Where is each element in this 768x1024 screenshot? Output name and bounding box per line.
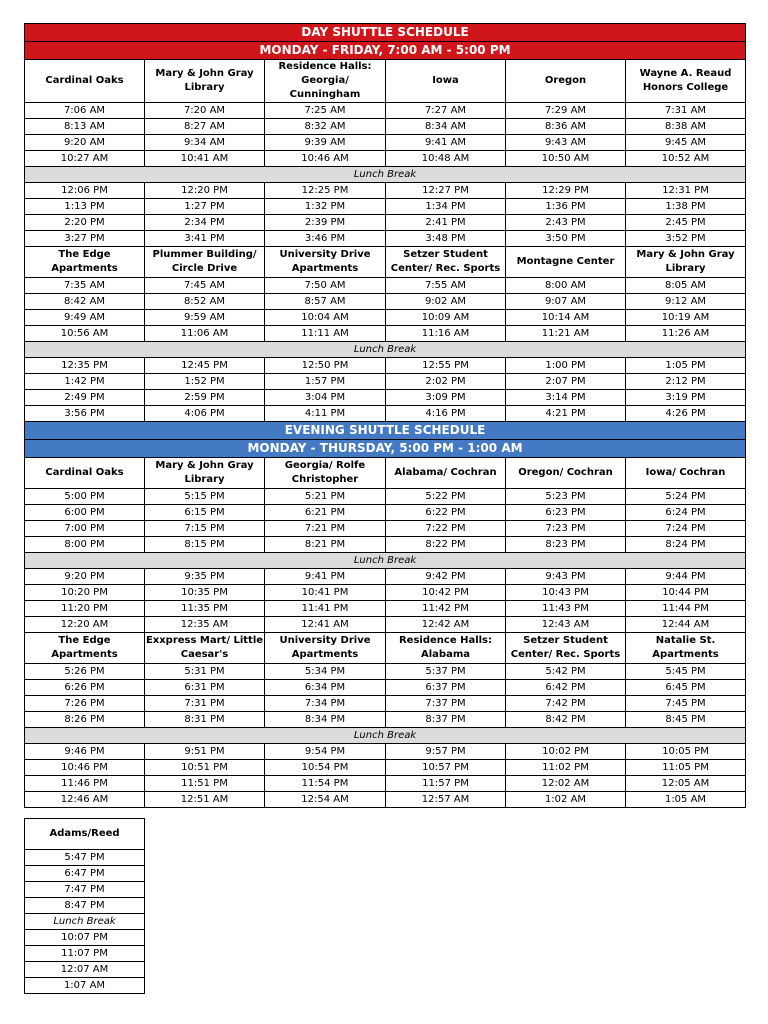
departure-time: 11:06 AM [145,326,265,342]
lunch-break-label: Lunch Break [25,342,746,358]
departure-time: 9:35 PM [145,569,265,585]
stop-name: Montagne Center [506,247,626,278]
departure-time: 12:54 AM [265,792,386,808]
day-schedule-title-row [25,24,746,42]
stop-header-row [25,633,746,664]
time-row [25,744,746,760]
departure-time: 8:00 PM [25,537,145,553]
departure-time: 1:32 PM [265,199,386,215]
departure-time: 2:49 PM [25,390,145,406]
departure-time: 9:43 PM [506,569,626,585]
time-row [25,776,746,792]
departure-time: 7:42 PM [506,696,626,712]
stop-name: Wayne A. Reaud Honors College [626,60,746,103]
time-row [25,505,746,521]
departure-time: 2:41 PM [386,215,506,231]
time-row [25,390,746,406]
evening-schedule-subtitle-row [25,440,746,458]
evening-schedule-title-row [25,422,746,440]
time-row [25,930,145,946]
time-row [25,664,746,680]
departure-time: 8:32 AM [265,119,386,135]
time-row [25,278,746,294]
departure-time: 7:45 PM [626,696,746,712]
departure-time: 10:44 PM [626,585,746,601]
lunch-break-row [25,342,746,358]
departure-time: 9:43 AM [506,135,626,151]
stop-header-row [25,458,746,489]
departure-time: 4:26 PM [626,406,746,422]
lunch-break-label: Lunch Break [25,167,746,183]
time-row [25,406,746,422]
departure-time: 9:54 PM [265,744,386,760]
departure-time: 2:07 PM [506,374,626,390]
departure-time: 4:11 PM [265,406,386,422]
departure-time: 11:57 PM [386,776,506,792]
departure-time: 7:27 AM [386,103,506,119]
departure-time: 9:59 AM [145,310,265,326]
departure-time: 1:36 PM [506,199,626,215]
departure-time: 10:50 AM [506,151,626,167]
departure-time: 3:04 PM [265,390,386,406]
stop-header-row [25,60,746,103]
departure-time: 9:46 PM [25,744,145,760]
stop-name: The Edge Apartments [25,247,145,278]
departure-time: 12:07 AM [25,962,145,978]
time-row [25,898,145,914]
departure-time: 11:51 PM [145,776,265,792]
departure-time: 1:13 PM [25,199,145,215]
departure-time: 12:29 PM [506,183,626,199]
departure-time: 8:34 AM [386,119,506,135]
departure-time: 4:06 PM [145,406,265,422]
time-row [25,537,746,553]
departure-time: 12:46 AM [25,792,145,808]
departure-time: 7:37 PM [386,696,506,712]
departure-time: 12:02 AM [506,776,626,792]
departure-time: 3:19 PM [626,390,746,406]
departure-time: 9:07 AM [506,294,626,310]
departure-time: 11:44 PM [626,601,746,617]
time-row [25,866,145,882]
departure-time: 12:45 PM [145,358,265,374]
departure-time: 1:05 PM [626,358,746,374]
departure-time: 7:34 PM [265,696,386,712]
departure-time: 6:37 PM [386,680,506,696]
stop-name: Cardinal Oaks [25,458,145,489]
time-row [25,151,746,167]
departure-time: 11:11 AM [265,326,386,342]
departure-time: 7:15 PM [145,521,265,537]
departure-time: 12:20 AM [25,617,145,633]
departure-time: 10:19 AM [626,310,746,326]
departure-time: 3:46 PM [265,231,386,247]
departure-time: 7:25 AM [265,103,386,119]
departure-time: 8:52 AM [145,294,265,310]
departure-time: 9:12 AM [626,294,746,310]
stop-name: Mary & John Gray Library [626,247,746,278]
departure-time: 7:00 PM [25,521,145,537]
departure-time: 7:50 AM [265,278,386,294]
departure-time: 12:42 AM [386,617,506,633]
departure-time: 2:39 PM [265,215,386,231]
departure-time: 11:05 PM [626,760,746,776]
evening-schedule-title: EVENING SHUTTLE SCHEDULE [25,422,746,440]
departure-time: 8:45 PM [626,712,746,728]
stop-name: Cardinal Oaks [25,60,145,103]
departure-time: 9:41 AM [386,135,506,151]
departure-time: 5:47 PM [25,850,145,866]
departure-time: 1:34 PM [386,199,506,215]
departure-time: 12:06 PM [25,183,145,199]
departure-time: 6:34 PM [265,680,386,696]
time-row [25,374,746,390]
stop-name: Mary & John Gray Library [145,458,265,489]
departure-time: 1:42 PM [25,374,145,390]
time-row [25,978,145,994]
departure-time: 6:00 PM [25,505,145,521]
departure-time: 5:31 PM [145,664,265,680]
departure-time: 2:45 PM [626,215,746,231]
departure-time: 1:52 PM [145,374,265,390]
time-row [25,850,145,866]
departure-time: 7:45 AM [145,278,265,294]
day-schedule-subtitle: MONDAY - FRIDAY, 7:00 AM - 5:00 PM [25,42,746,60]
time-row [25,358,746,374]
departure-time: 1:05 AM [626,792,746,808]
departure-time: 6:21 PM [265,505,386,521]
stop-name: Oregon/ Cochran [506,458,626,489]
departure-time: 8:26 PM [25,712,145,728]
stop-name: The Edge Apartments [25,633,145,664]
lunch-break-row [25,553,746,569]
time-row [25,215,746,231]
departure-time: 11:16 AM [386,326,506,342]
stop-name: University Drive Apartments [265,247,386,278]
departure-time: 12:35 AM [145,617,265,633]
departure-time: 8:42 AM [25,294,145,310]
departure-time: 10:02 PM [506,744,626,760]
departure-time: 9:49 AM [25,310,145,326]
departure-time: 10:41 AM [145,151,265,167]
departure-time: 11:41 PM [265,601,386,617]
time-row [25,962,145,978]
departure-time: 11:35 PM [145,601,265,617]
departure-time: 12:20 PM [145,183,265,199]
departure-time: 3:48 PM [386,231,506,247]
departure-time: 12:35 PM [25,358,145,374]
departure-time: 5:42 PM [506,664,626,680]
time-row [25,585,746,601]
lunch-break-label: Lunch Break [25,728,746,744]
departure-time: 8:15 PM [145,537,265,553]
departure-time: 2:43 PM [506,215,626,231]
departure-time: 10:51 PM [145,760,265,776]
time-row [25,760,746,776]
departure-time: 2:34 PM [145,215,265,231]
lunch-break-row [25,167,746,183]
departure-time: 9:20 PM [25,569,145,585]
departure-time: 2:12 PM [626,374,746,390]
departure-time: 8:21 PM [265,537,386,553]
departure-time: 8:47 PM [25,898,145,914]
stop-name: Iowa/ Cochran [626,458,746,489]
departure-time: 8:36 AM [506,119,626,135]
departure-time: 10:07 PM [25,930,145,946]
departure-time: 11:26 AM [626,326,746,342]
evening-schedule-subtitle: MONDAY - THURSDAY, 5:00 PM - 1:00 AM [25,440,746,458]
lunch-break-row [25,914,145,930]
departure-time: 3:52 PM [626,231,746,247]
departure-time: 5:15 PM [145,489,265,505]
time-row [25,882,145,898]
stop-name: Setzer Student Center/ Rec. Sports [506,633,626,664]
departure-time: 7:35 AM [25,278,145,294]
departure-time: 7:55 AM [386,278,506,294]
time-row [25,119,746,135]
departure-time: 9:02 AM [386,294,506,310]
departure-time: 5:21 PM [265,489,386,505]
time-row [25,696,746,712]
departure-time: 8:24 PM [626,537,746,553]
departure-time: 4:16 PM [386,406,506,422]
departure-time: 9:44 PM [626,569,746,585]
departure-time: 5:23 PM [506,489,626,505]
stop-name: Exxpress Mart/ Little Caesar's [145,633,265,664]
departure-time: 4:21 PM [506,406,626,422]
departure-time: 3:56 PM [25,406,145,422]
departure-time: 6:47 PM [25,866,145,882]
departure-time: 6:45 PM [626,680,746,696]
lunch-break-label: Lunch Break [25,914,145,930]
departure-time: 7:47 PM [25,882,145,898]
departure-time: 12:51 AM [145,792,265,808]
departure-time: 5:22 PM [386,489,506,505]
time-row [25,183,746,199]
time-row [25,103,746,119]
departure-time: 5:34 PM [265,664,386,680]
departure-time: 11:20 PM [25,601,145,617]
departure-time: 8:22 PM [386,537,506,553]
departure-time: 1:38 PM [626,199,746,215]
departure-time: 8:27 AM [145,119,265,135]
departure-time: 9:57 PM [386,744,506,760]
departure-time: 10:57 PM [386,760,506,776]
departure-time: 7:22 PM [386,521,506,537]
departure-time: 10:56 AM [25,326,145,342]
departure-time: 7:23 PM [506,521,626,537]
departure-time: 8:05 AM [626,278,746,294]
departure-time: 12:50 PM [265,358,386,374]
departure-time: 10:41 PM [265,585,386,601]
day-schedule-title: DAY SHUTTLE SCHEDULE [25,24,746,42]
departure-time: 8:42 PM [506,712,626,728]
departure-time: 3:27 PM [25,231,145,247]
departure-time: 12:43 AM [506,617,626,633]
time-row [25,294,746,310]
shuttle-schedule-table [24,23,746,808]
departure-time: 7:20 AM [145,103,265,119]
departure-time: 2:02 PM [386,374,506,390]
stop-name: Oregon [506,60,626,103]
departure-time: 12:31 PM [626,183,746,199]
time-row [25,489,746,505]
departure-time: 2:59 PM [145,390,265,406]
departure-time: 8:34 PM [265,712,386,728]
departure-time: 10:09 AM [386,310,506,326]
departure-time: 11:07 PM [25,946,145,962]
departure-time: 12:41 AM [265,617,386,633]
departure-time: 12:05 AM [626,776,746,792]
departure-time: 9:51 PM [145,744,265,760]
departure-time: 10:54 PM [265,760,386,776]
time-row [25,231,746,247]
time-row [25,601,746,617]
departure-time: 11:43 PM [506,601,626,617]
departure-time: 10:46 AM [265,151,386,167]
departure-time: 10:04 AM [265,310,386,326]
time-row [25,946,145,962]
departure-time: 10:14 AM [506,310,626,326]
time-row [25,569,746,585]
departure-time: 1:57 PM [265,374,386,390]
departure-time: 7:26 PM [25,696,145,712]
departure-time: 7:29 AM [506,103,626,119]
departure-time: 5:00 PM [25,489,145,505]
time-row [25,792,746,808]
departure-time: 6:23 PM [506,505,626,521]
stop-name: Georgia/ Rolfe Christopher [265,458,386,489]
departure-time: 5:37 PM [386,664,506,680]
departure-time: 11:21 AM [506,326,626,342]
departure-time: 3:14 PM [506,390,626,406]
departure-time: 9:34 AM [145,135,265,151]
departure-time: 7:31 AM [626,103,746,119]
departure-time: 7:24 PM [626,521,746,537]
stop-name: Mary & John Gray Library [145,60,265,103]
departure-time: 12:57 AM [386,792,506,808]
departure-time: 9:39 AM [265,135,386,151]
departure-time: 8:00 AM [506,278,626,294]
time-row [25,310,746,326]
departure-time: 9:41 PM [265,569,386,585]
departure-time: 5:24 PM [626,489,746,505]
departure-time: 10:46 PM [25,760,145,776]
stop-name: Residence Halls: Georgia/ Cunningham [265,60,386,103]
departure-time: 10:20 PM [25,585,145,601]
time-row [25,135,746,151]
time-row [25,680,746,696]
adams-reed-table [24,818,145,994]
departure-time: 12:55 PM [386,358,506,374]
stop-name: Adams/Reed [25,819,145,850]
departure-time: 3:41 PM [145,231,265,247]
stop-name: University Drive Apartments [265,633,386,664]
departure-time: 6:24 PM [626,505,746,521]
departure-time: 12:44 AM [626,617,746,633]
departure-time: 1:00 PM [506,358,626,374]
departure-time: 11:46 PM [25,776,145,792]
departure-time: 10:05 PM [626,744,746,760]
time-row [25,521,746,537]
departure-time: 8:37 PM [386,712,506,728]
departure-time: 6:15 PM [145,505,265,521]
departure-time: 9:20 AM [25,135,145,151]
day-schedule-subtitle-row [25,42,746,60]
departure-time: 8:13 AM [25,119,145,135]
departure-time: 8:31 PM [145,712,265,728]
departure-time: 11:54 PM [265,776,386,792]
stop-name: Natalie St. Apartments [626,633,746,664]
departure-time: 9:42 PM [386,569,506,585]
departure-time: 11:42 PM [386,601,506,617]
departure-time: 7:21 PM [265,521,386,537]
departure-time: 8:23 PM [506,537,626,553]
stop-name: Setzer Student Center/ Rec. Sports [386,247,506,278]
departure-time: 6:31 PM [145,680,265,696]
stop-header-row [25,819,145,850]
departure-time: 6:26 PM [25,680,145,696]
stop-header-row [25,247,746,278]
departure-time: 8:38 AM [626,119,746,135]
departure-time: 6:42 PM [506,680,626,696]
departure-time: 9:45 AM [626,135,746,151]
departure-time: 5:45 PM [626,664,746,680]
stop-name: Alabama/ Cochran [386,458,506,489]
departure-time: 11:02 PM [506,760,626,776]
departure-time: 3:50 PM [506,231,626,247]
time-row [25,199,746,215]
departure-time: 10:42 PM [386,585,506,601]
departure-time: 10:52 AM [626,151,746,167]
departure-time: 1:07 AM [25,978,145,994]
departure-time: 1:27 PM [145,199,265,215]
lunch-break-label: Lunch Break [25,553,746,569]
departure-time: 3:09 PM [386,390,506,406]
lunch-break-row [25,728,746,744]
departure-time: 8:57 AM [265,294,386,310]
time-row [25,326,746,342]
time-row [25,617,746,633]
stop-name: Iowa [386,60,506,103]
departure-time: 12:27 PM [386,183,506,199]
departure-time: 7:31 PM [145,696,265,712]
departure-time: 2:20 PM [25,215,145,231]
stop-name: Residence Halls: Alabama [386,633,506,664]
departure-time: 10:27 AM [25,151,145,167]
departure-time: 6:22 PM [386,505,506,521]
departure-time: 5:26 PM [25,664,145,680]
departure-time: 7:06 AM [25,103,145,119]
stop-name: Plummer Building/ Circle Drive [145,247,265,278]
departure-time: 10:43 PM [506,585,626,601]
departure-time: 1:02 AM [506,792,626,808]
departure-time: 12:25 PM [265,183,386,199]
departure-time: 10:48 AM [386,151,506,167]
time-row [25,712,746,728]
departure-time: 10:35 PM [145,585,265,601]
